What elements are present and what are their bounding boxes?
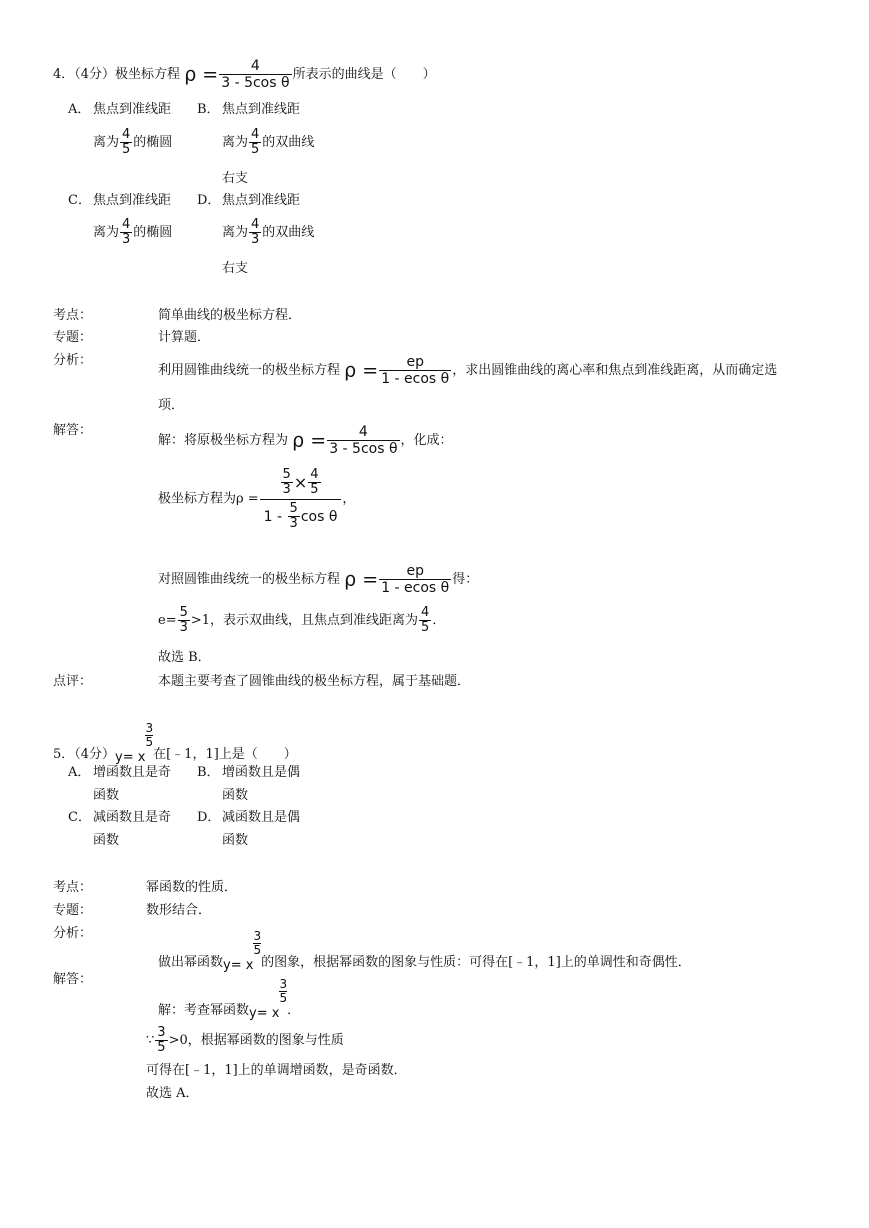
- q5-option-b-letter[interactable]: B．: [197, 765, 220, 780]
- q4-zhuanti-label: 专题：: [53, 330, 93, 345]
- q4-option-b-fraction: $\frac{4}{5}$: [251, 127, 260, 157]
- q4-stem-rho: ρ =: [184, 63, 219, 86]
- q4-fenxi-fraction: $\frac{ep}{\text{1 - ecos θ}}$: [381, 354, 450, 387]
- q5-jieda-exponent: $\frac{3}{5}$: [279, 977, 288, 1005]
- q4-jieda-step2: 极坐标方程为ρ = $\frac{5}{3}$ × $\frac{4}{5}$ 1 - $\frac{5}{3}$ cos θ ，: [158, 467, 356, 531]
- q5-option-b-line2: 函数: [222, 788, 249, 803]
- q5-zhuanti-label: 专题：: [53, 903, 93, 918]
- q5-option-b-line1: 增函数且是偶: [222, 765, 301, 780]
- q4-option-d-line3: 右支: [222, 261, 249, 276]
- q4-jieda-label: 解答：: [53, 423, 93, 438]
- q5-kaodian-label: 考点：: [53, 880, 93, 895]
- q4-stem: [53, 58, 436, 91]
- q4-option-d-letter[interactable]: D．: [197, 193, 221, 208]
- q5-jieda-answer: 故选 A．: [146, 1086, 199, 1101]
- q4-jieda-step1-fraction: $\frac{4}{\text{3 - 5cos θ}}$: [329, 424, 398, 457]
- q4-option-b-letter[interactable]: B．: [197, 102, 220, 117]
- q5-stem: 5．（4分）y= x $\frac{3}{5}$ 在[﹣1，1]上是（ ）: [53, 721, 297, 765]
- q4-jieda-step3: 对照圆锥曲线统一的极坐标方程 ρ = $\frac{ep}{\text{1 - ecos θ}}$ 得：: [158, 563, 479, 596]
- q4-option-c-line2: 离为 $\frac{4}{3}$ 的椭圆: [93, 217, 173, 247]
- q5-option-c-line2: 函数: [93, 833, 120, 848]
- q5-jieda-step1: 解：考查幂函数y= x $\frac{3}{5}$ ．: [158, 977, 301, 1021]
- q4-option-b-line2: 离为 $\frac{4}{5}$ 的双曲线: [222, 127, 315, 157]
- q4-fenxi-line1: 利用圆锥曲线统一的极坐标方程 ρ = $\frac{ep}{\text{1 - ecos θ}}$ ，求出圆锥曲线的离心率和焦点到准线距离，从而确定选: [158, 354, 778, 387]
- q4-jieda-answer: 故选 B．: [158, 650, 211, 665]
- q4-zhuanti-text: 计算题．: [158, 330, 211, 345]
- q5-kaodian-text: 幂函数的性质．: [146, 880, 238, 895]
- q5-fenxi-text: 做出幂函数y= x $\frac{3}{5}$ 的图象，根据幂函数的图象与性质：可得在[﹣1，1]上的单调性和奇偶性．: [158, 929, 691, 973]
- q4-kaodian-label: 考点：: [53, 308, 93, 323]
- q4-fenxi-line2: 项．: [158, 398, 185, 413]
- q5-stem-function: y= x: [115, 750, 146, 765]
- q4-jieda-step3-fraction: $\frac{ep}{\text{1 - ecos θ}}$: [381, 563, 450, 596]
- q4-option-c-letter[interactable]: C．: [68, 193, 91, 208]
- q4-option-a-line2: 离为 $\frac{4}{5}$ 的椭圆: [93, 127, 173, 157]
- q4-dianping-text: 本题主要考查了圆锥曲线的极坐标方程，属于基础题．: [158, 674, 471, 689]
- q5-jieda-step3: 可得在[﹣1，1]上的单调增函数，是奇函数．: [146, 1063, 407, 1078]
- q4-option-d-line1: 焦点到准线距: [222, 193, 301, 208]
- q5-jieda-label: 解答：: [53, 972, 93, 987]
- q4-option-a-fraction: $\frac{4}{5}$: [122, 127, 131, 157]
- q4-option-a-line1: 焦点到准线距: [93, 102, 172, 117]
- q4-dianping-label: 点评：: [53, 674, 93, 689]
- q4-stem-suffix: 所表示的曲线是（ ）: [292, 67, 436, 82]
- q5-fenxi-exponent: $\frac{3}{5}$: [253, 929, 262, 957]
- q4-option-c-line1: 焦点到准线距: [93, 193, 172, 208]
- q4-jieda-step4: e= $\frac{5}{3}$ >1，表示双曲线，且焦点到准线距离为 $\frac{4}{5}$ ．: [158, 605, 446, 635]
- q5-zhuanti-text: 数形结合．: [146, 903, 212, 918]
- q4-option-d-line2: 离为 $\frac{4}{3}$ 的双曲线: [222, 217, 315, 247]
- q4-fenxi-label: 分析：: [53, 353, 93, 368]
- q5-option-d-line1: 减函数且是偶: [222, 810, 301, 825]
- q5-fenxi-label: 分析：: [53, 926, 93, 941]
- q5-option-d-line2: 函数: [222, 833, 249, 848]
- q4-option-a-letter[interactable]: A．: [68, 102, 91, 117]
- q4-option-c-fraction: $\frac{4}{3}$: [122, 217, 131, 247]
- q4-stem-fraction: $\frac{4}{\text{3 - 5cos θ}}$: [221, 58, 290, 91]
- q4-jieda-step1: 解：将原极坐标方程为 ρ = $\frac{4}{\text{3 - 5cos θ}}$ ，化成：: [158, 424, 453, 457]
- q4-option-b-line1: 焦点到准线距: [222, 102, 301, 117]
- q4-kaodian-text: 简单曲线的极坐标方程．: [158, 308, 302, 323]
- q5-option-d-letter[interactable]: D．: [197, 810, 221, 825]
- q4-stem-prefix: 4．（4分）极坐标方程: [53, 67, 181, 82]
- q4-option-b-line3: 右支: [222, 171, 249, 186]
- q5-jieda-step2: ∵ $\frac{3}{5}$ >0，根据幂函数的图象与性质: [146, 1025, 344, 1055]
- q5-option-a-letter[interactable]: A．: [68, 765, 91, 780]
- q5-option-a-line2: 函数: [93, 788, 120, 803]
- q5-option-c-letter[interactable]: C．: [68, 810, 91, 825]
- q5-stem-exponent: $\frac{3}{5}$: [145, 721, 154, 749]
- q5-option-a-line1: 增函数且是奇: [93, 765, 172, 780]
- q4-option-d-fraction: $\frac{4}{3}$: [251, 217, 260, 247]
- q5-option-c-line1: 减函数且是奇: [93, 810, 172, 825]
- q4-jieda-step2-compound-fraction: $\frac{5}{3}$ × $\frac{4}{5}$ 1 - $\frac{5}{3}$ cos θ: [260, 468, 342, 531]
